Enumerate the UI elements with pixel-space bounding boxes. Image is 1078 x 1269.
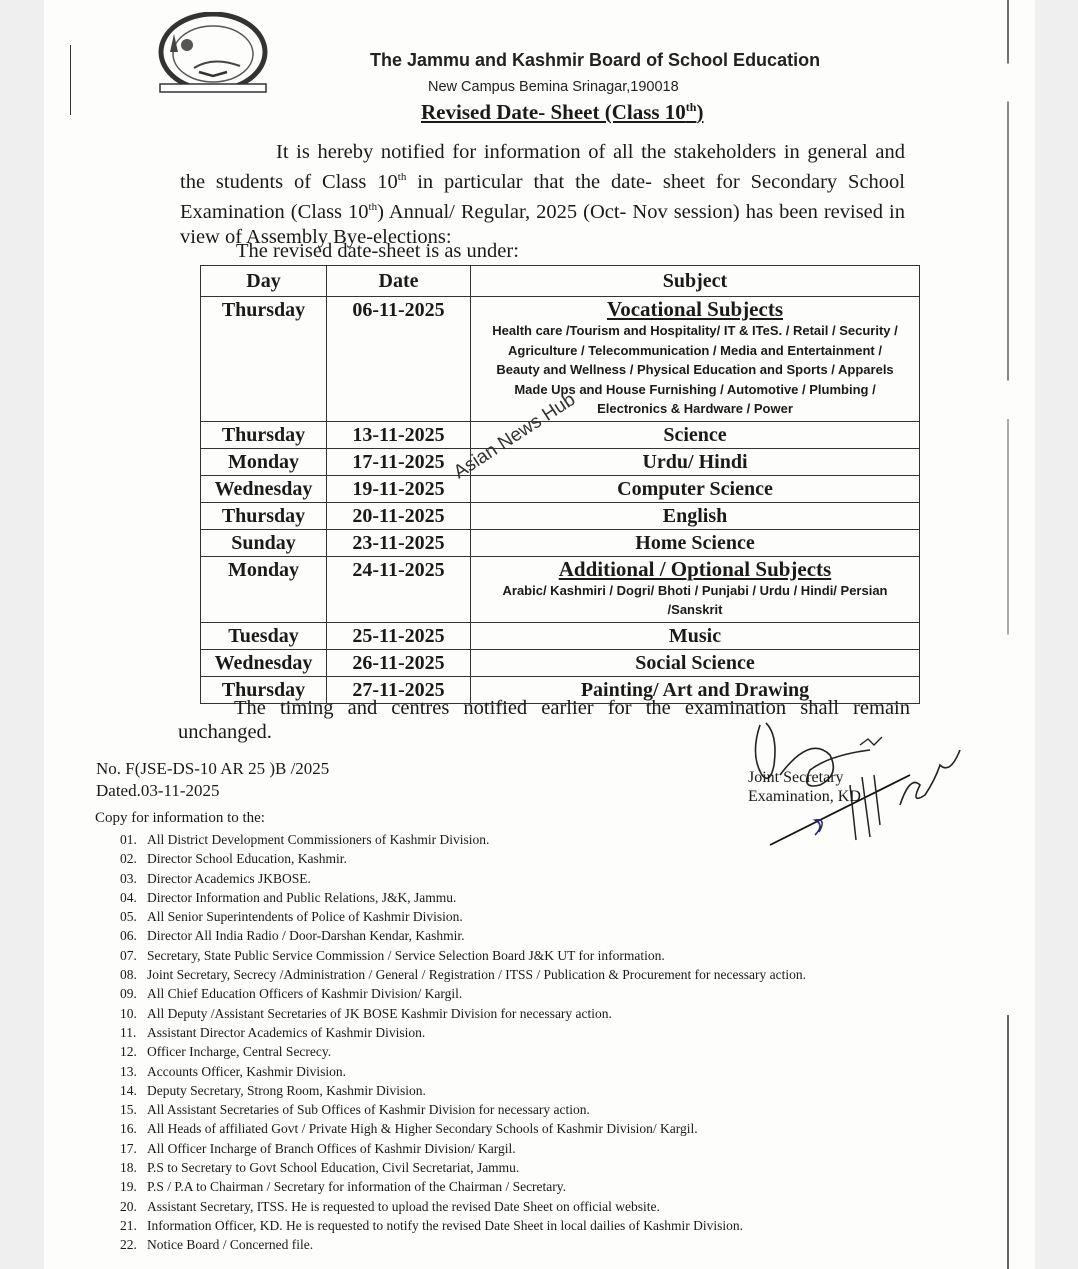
subject-cell: Home Science xyxy=(471,529,920,556)
list-item: 17. All Officer Incharge of Branch Offices of Kashmir Division/ Kargil. xyxy=(120,1140,516,1156)
list-item: 01. All District Development Commissioners of Kashmir Division. xyxy=(120,832,490,847)
table-row xyxy=(201,622,920,649)
list-item: 05. All Senior Superintendents of Police of Kashmir Division. xyxy=(120,909,463,925)
list-item: 22. Notice Board / Concerned file. xyxy=(120,1237,314,1253)
col-header-subject: Subject xyxy=(471,266,920,297)
list-item: 08. Joint Secretary, Secrecy /Administration / General / Registration / ITSS / Publication & Procurement for necessary action. xyxy=(120,967,806,983)
timing-note: The timing and centres notified earlier for the examination shall remain unchanged. xyxy=(178,697,910,743)
org-address: New Campus Bemina Srinagar,190018 xyxy=(428,79,679,95)
date-cell: 23-11-2025 xyxy=(327,529,471,556)
page-edge-shadow xyxy=(1007,0,1009,1269)
subject-cell xyxy=(471,297,920,422)
reference-block xyxy=(96,758,329,802)
date-cell: 19-11-2025 xyxy=(327,475,471,502)
list-item: 04. Director Information and Public Relations, J&K, Jammu. xyxy=(120,889,457,905)
signatory-office: Examination, KD xyxy=(748,788,861,805)
date-cell: 26-11-2025 xyxy=(327,649,471,676)
date-sheet-table xyxy=(200,265,920,704)
list-item: 07. Secretary, State Public Service Commission / Service Selection Board J&K UT for information. xyxy=(120,947,665,963)
list-item: 06. Director All India Radio / Door-Darshan Kendar, Kashmir. xyxy=(120,928,465,944)
list-item: 16. All Heads of affiliated Govt / Private High & Higher Secondary Schools of Kashmir Division/ Kargil. xyxy=(120,1121,698,1137)
day-cell: Thursday xyxy=(201,502,327,529)
table-row xyxy=(201,421,920,448)
table-row xyxy=(201,556,920,622)
table-row xyxy=(201,448,920,475)
list-item: 03. Director Academics JKBOSE. xyxy=(120,870,311,886)
list-item: 15. All Assistant Secretaries of Sub Offices of Kashmir Division for necessary action. xyxy=(120,1102,590,1118)
signatory-title: Joint Secretary xyxy=(748,769,844,786)
list-item: 10. All Deputy /Assistant Secretaries of JK BOSE Kashmir Division for necessary action. xyxy=(120,1005,612,1021)
list-item: 20. Assistant Secretary, ITSS. He is requested to upload the revised Date Sheet on official website. xyxy=(120,1198,660,1214)
document-title: Revised Date- Sheet (Class 10th) xyxy=(421,100,704,124)
list-item: 13. Accounts Officer, Kashmir Division. xyxy=(120,1063,347,1079)
page-edge-mark xyxy=(70,45,71,115)
date-cell: 06-11-2025 xyxy=(327,297,471,422)
subject-cell: Urdu/ Hindi xyxy=(471,448,920,475)
jkbose-emblem-icon xyxy=(154,12,272,98)
day-cell: Sunday xyxy=(201,529,327,556)
table-row xyxy=(201,649,920,676)
day-cell: Wednesday xyxy=(201,649,327,676)
table-row xyxy=(201,475,920,502)
subject-cell xyxy=(471,556,920,622)
subject-cell: Science xyxy=(471,421,920,448)
watermark: Asian News Hub xyxy=(450,389,580,484)
list-item: 18. P.S to Secretary to Govt School Education, Civil Secretariat, Jammu. xyxy=(120,1160,520,1176)
list-item: 11. Assistant Director Academics of Kashmir Division. xyxy=(120,1024,426,1040)
list-item: 14. Deputy Secretary, Strong Room, Kashmir Division. xyxy=(120,1082,426,1098)
col-header-day: Day xyxy=(201,266,327,297)
day-cell: Wednesday xyxy=(201,475,327,502)
signatory-block xyxy=(748,768,861,806)
table-row xyxy=(201,529,920,556)
subject-detail: Health care /Tourism and Hospitality/ IT & ITeS. / Retail / Security / Agriculture / Telecommunication / Media and Entertainment / Beauty and Wellness / Physical Education and Sports / Apparels Made Ups and House Furnishing / Automotive / Plumbing / Electronics & Hardware / Power xyxy=(492,323,898,416)
table-header-row xyxy=(201,266,920,297)
list-item: 09. All Chief Education Officers of Kashmir Division/ Kargil. xyxy=(120,986,463,1002)
intro-paragraph: It is hereby notified for information of all the stakeholders in general and the students of Class 10th in particular that the date- sheet for Secondary School Examination (Class 10th) Annual/ Regular, 2025 (Oct- Nov session) has been revised in view of Assembly Bye-elections: xyxy=(180,141,905,248)
list-item: 02. Director School Education, Kashmir. xyxy=(120,851,347,867)
subject-cell: Painting/ Art and Drawing xyxy=(471,676,920,703)
date-cell: 25-11-2025 xyxy=(327,622,471,649)
date-cell: 27-11-2025 xyxy=(327,676,471,703)
day-cell: Thursday xyxy=(201,676,327,703)
intro-under: The revised date-sheet is as under: xyxy=(236,240,519,262)
day-cell: Thursday xyxy=(201,421,327,448)
day-cell: Tuesday xyxy=(201,622,327,649)
date-cell: 17-11-2025 xyxy=(327,448,471,475)
subject-group-title: Additional / Optional Subjects xyxy=(558,556,832,581)
col-header-date: Date xyxy=(327,266,471,297)
subject-cell: Social Science xyxy=(471,649,920,676)
reference-date: Dated.03-11-2025 xyxy=(96,781,220,800)
org-name: The Jammu and Kashmir Board of School Education xyxy=(370,50,821,70)
day-cell: Monday xyxy=(201,556,327,622)
subject-cell: Computer Science xyxy=(471,475,920,502)
list-item: 21. Information Officer, KD. He is requested to notify the revised Date Sheet in local dailies of Kashmir Division. xyxy=(120,1217,744,1233)
date-cell: 13-11-2025 xyxy=(327,421,471,448)
copy-to-list xyxy=(120,830,806,1255)
reference-number: No. F(JSE-DS-10 AR 25 )B /2025 xyxy=(96,759,330,778)
subject-group-title: Vocational Subjects xyxy=(607,297,783,321)
day-cell: Monday xyxy=(201,448,327,475)
subject-detail: Arabic/ Kashmiri / Dogri/ Bhoti / Punjabi / Urdu / Hindi/ Persian /Sanskrit xyxy=(502,582,888,617)
table-row xyxy=(201,502,920,529)
day-cell: Thursday xyxy=(201,297,327,422)
subject-cell: English xyxy=(471,502,920,529)
list-item: 19. P.S / P.A to Chairman / Secretary for information of the Chairman / Secretary. xyxy=(120,1179,567,1195)
date-cell: 24-11-2025 xyxy=(327,556,471,622)
copy-to-heading: Copy for information to the: xyxy=(95,810,265,826)
date-cell: 20-11-2025 xyxy=(327,502,471,529)
subject-cell: Music xyxy=(471,622,920,649)
list-item: 12. Officer Incharge, Central Secrecy. xyxy=(120,1044,332,1060)
